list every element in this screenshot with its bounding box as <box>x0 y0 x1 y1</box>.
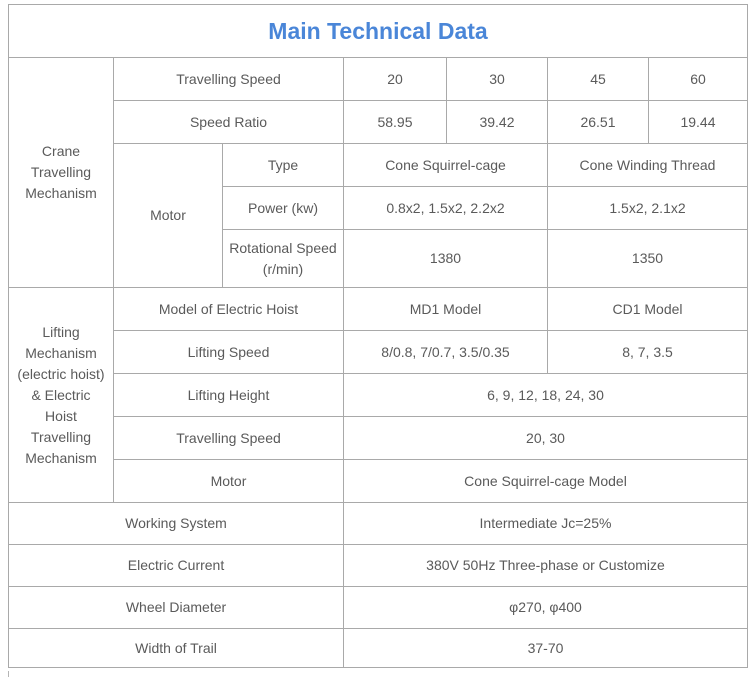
value-lifting-speed-2: 8, 7, 3.5 <box>548 331 748 374</box>
value-width-of-trail: 37-70 <box>344 629 748 668</box>
row-label-motor-power: Power (kw) <box>223 187 344 230</box>
group-cell-lifting-mechanism: Lifting Mechanism (electric hoist) & Electric Hoist Travelling Mechanism <box>9 288 114 503</box>
value-hoist-motor: Cone Squirrel-cage Model <box>344 460 748 503</box>
main-technical-data-table <box>8 4 748 668</box>
row-label-hoist-motor: Motor <box>114 460 344 503</box>
group-cell-crane-travelling-mechanism: Crane Travelling Mechanism <box>9 58 114 288</box>
row-label-lifting-speed: Lifting Speed <box>114 331 344 374</box>
value-speed-ratio-1: 58.95 <box>344 101 447 144</box>
row-label-speed-ratio: Speed Ratio <box>114 101 344 144</box>
value-wheel-diameter: φ270, φ400 <box>344 587 748 629</box>
value-travelling-speed-3: 45 <box>548 58 649 101</box>
row-label-lifting-height: Lifting Height <box>114 374 344 417</box>
row-label-rotational-speed: Rotational Speed (r/min) <box>223 230 344 288</box>
row-label-wheel-diameter: Wheel Diameter <box>9 587 344 629</box>
row-label-travelling-speed: Travelling Speed <box>114 58 344 101</box>
value-motor-type-2: Cone Winding Thread <box>548 144 748 187</box>
value-lifting-speed-1: 8/0.8, 7/0.7, 3.5/0.35 <box>344 331 548 374</box>
value-motor-power-1: 0.8x2, 1.5x2, 2.2x2 <box>344 187 548 230</box>
page-title: Main Technical Data <box>9 5 748 58</box>
value-speed-ratio-4: 19.44 <box>649 101 748 144</box>
row-label-motor-type: Type <box>223 144 344 187</box>
value-working-system: Intermediate Jc=25% <box>344 503 748 545</box>
row-label-working-system: Working System <box>9 503 344 545</box>
value-travelling-speed-4: 60 <box>649 58 748 101</box>
value-travelling-speed-2: 30 <box>447 58 548 101</box>
group-cell-motor: Motor <box>114 144 223 288</box>
value-hoist-model-2: CD1 Model <box>548 288 748 331</box>
value-rotational-speed-2: 1350 <box>548 230 748 288</box>
value-speed-ratio-2: 39.42 <box>447 101 548 144</box>
value-electric-current: 380V 50Hz Three-phase or Customize <box>344 545 748 587</box>
value-speed-ratio-3: 26.51 <box>548 101 649 144</box>
row-label-hoist-model: Model of Electric Hoist <box>114 288 344 331</box>
value-motor-power-2: 1.5x2, 2.1x2 <box>548 187 748 230</box>
value-hoist-model-1: MD1 Model <box>344 288 548 331</box>
row-label-hoist-travelling-speed: Travelling Speed <box>114 417 344 460</box>
value-hoist-travelling-speed: 20, 30 <box>344 417 748 460</box>
row-label-width-of-trail: Width of Trail <box>9 629 344 668</box>
value-travelling-speed-1: 20 <box>344 58 447 101</box>
value-lifting-height: 6, 9, 12, 18, 24, 30 <box>344 374 748 417</box>
row-label-electric-current: Electric Current <box>9 545 344 587</box>
value-motor-type-1: Cone Squirrel-cage <box>344 144 548 187</box>
cropped-next-row-border <box>8 671 9 677</box>
value-rotational-speed-1: 1380 <box>344 230 548 288</box>
page <box>0 4 754 677</box>
